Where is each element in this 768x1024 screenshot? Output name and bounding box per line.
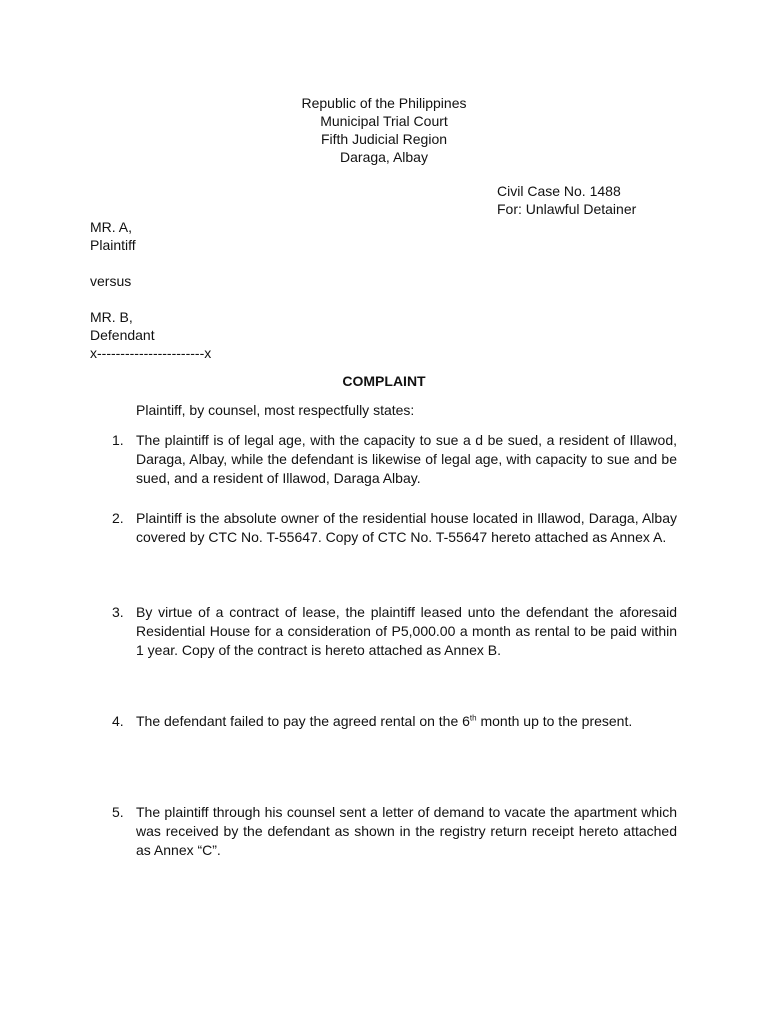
plaintiff-name: MR. A, xyxy=(90,219,133,235)
allegation-number: 5. xyxy=(112,804,124,820)
spacer xyxy=(90,290,211,308)
caption-region: Fifth Judicial Region xyxy=(320,131,448,147)
allegation-5 xyxy=(112,803,677,860)
ordinal-suffix: th xyxy=(469,713,477,723)
allegation-1 xyxy=(112,431,677,488)
allegation-text-end: month up to the present. xyxy=(476,713,633,729)
intro-statement: Plaintiff, by counsel, most respectfully states: xyxy=(136,402,415,418)
allegation-text: The plaintiff through his counsel sent a letter of demand to vacate the apartment which was received by the defendant as shown in the registry return receipt hereto attached as Annex “C”. xyxy=(136,804,677,858)
allegation-4 xyxy=(112,712,677,731)
parties-block xyxy=(90,218,211,362)
caption-location: Daraga, Albay xyxy=(340,149,428,165)
allegation-2 xyxy=(112,509,677,547)
allegation-number: 3. xyxy=(112,604,124,620)
caption-court: Municipal Trial Court xyxy=(320,113,448,129)
document-title: COMPLAINT xyxy=(342,373,426,389)
allegation-text: Plaintiff is the absolute owner of the residential house located in Illawod, Daraga, Albay covered by CTC No. T-55647. Copy of CTC No. T-55647 hereto attached as Annex A. xyxy=(136,510,677,545)
case-info xyxy=(497,182,636,218)
allegation-number: 4. xyxy=(112,713,124,729)
allegation-number: 1. xyxy=(112,432,124,448)
allegation-text: By virtue of a contract of lease, the plaintiff leased unto the defendant the aforesaid Residential House for a consideration of P5,000.00 a month as rental to be paid within 1 year. Copy of the contract is hereto attached as Annex B. xyxy=(136,604,677,658)
allegation-3 xyxy=(112,603,677,660)
defendant-role: Defendant xyxy=(90,327,155,343)
allegation-text: The plaintiff is of legal age, with the capacity to sue a d be sued, a resident of Illawod, Daraga, Albay, while the defendant is likewise of legal age, with capacity to sue and be sued, and a resident of Illawod, Daraga Albay. xyxy=(136,432,677,486)
plaintiff-role: Plaintiff xyxy=(90,237,136,253)
allegation-number: 2. xyxy=(112,510,124,526)
case-number: Civil Case No. 1488 xyxy=(497,183,621,199)
case-nature: For: Unlawful Detainer xyxy=(497,201,637,217)
spacer xyxy=(90,254,211,272)
caption-republic: Republic of the Philippines xyxy=(301,95,467,111)
versus-label: versus xyxy=(90,273,132,289)
defendant-name: MR. B, xyxy=(90,309,133,325)
caption-separator: x-----------------------x xyxy=(90,345,212,361)
court-caption xyxy=(0,94,768,166)
allegation-text-start: The defendant failed to pay the agreed rental on the 6 xyxy=(136,713,470,729)
